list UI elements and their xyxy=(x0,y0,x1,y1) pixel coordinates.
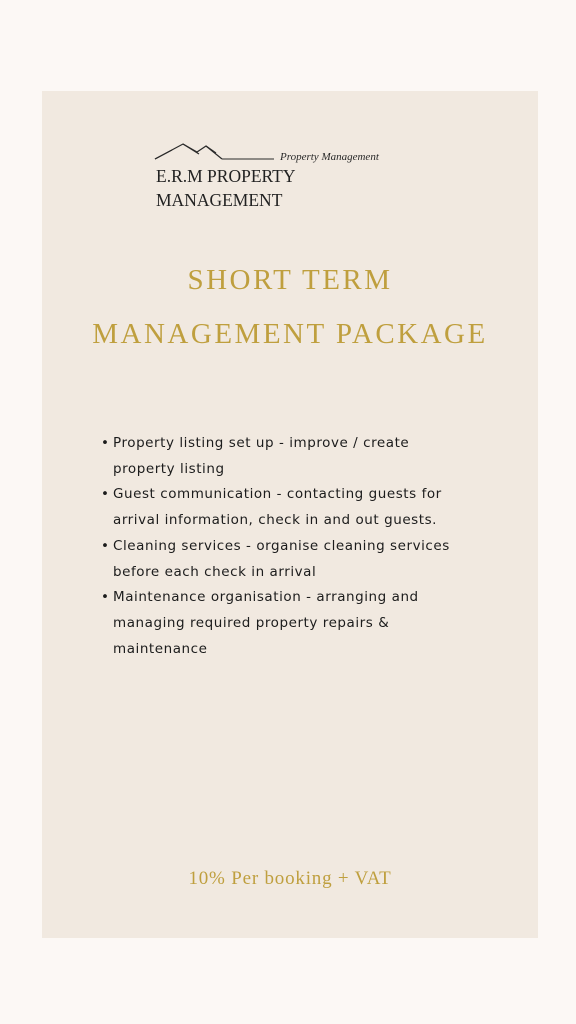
list-item xyxy=(101,482,453,533)
list-item xyxy=(101,585,453,662)
company-name-line2: MANAGEMENT xyxy=(156,190,283,210)
package-title-line1: SHORT TERM xyxy=(187,264,393,296)
list-item xyxy=(101,431,453,482)
bullet-icon: • xyxy=(101,435,110,451)
list-item xyxy=(101,534,453,585)
company-name xyxy=(156,164,295,212)
package-card xyxy=(42,91,538,938)
bullet-icon: • xyxy=(101,537,110,554)
feature-list xyxy=(101,431,453,662)
package-title-line2: MANAGEMENT PACKAGE xyxy=(92,318,488,350)
feature-text: Cleaning services - organise cleaning services before each check in arrival xyxy=(113,537,450,580)
feature-text: Guest communication - contacting guests for arrival information, check in and out guests. xyxy=(113,486,442,529)
package-title xyxy=(42,253,538,361)
feature-text: Property listing set up - improve / create property listing xyxy=(113,435,410,477)
price-label: 10% Per booking + VAT xyxy=(188,868,392,889)
logo-tagline: Property Management xyxy=(280,151,379,163)
bullet-icon: • xyxy=(101,589,110,606)
feature-text: Maintenance organisation - arranging and managing required property repairs & maintenance xyxy=(113,589,419,657)
bullet-icon: • xyxy=(101,486,110,503)
company-name-line1: E.R.M PROPERTY xyxy=(156,166,296,186)
company-logo xyxy=(154,141,414,213)
